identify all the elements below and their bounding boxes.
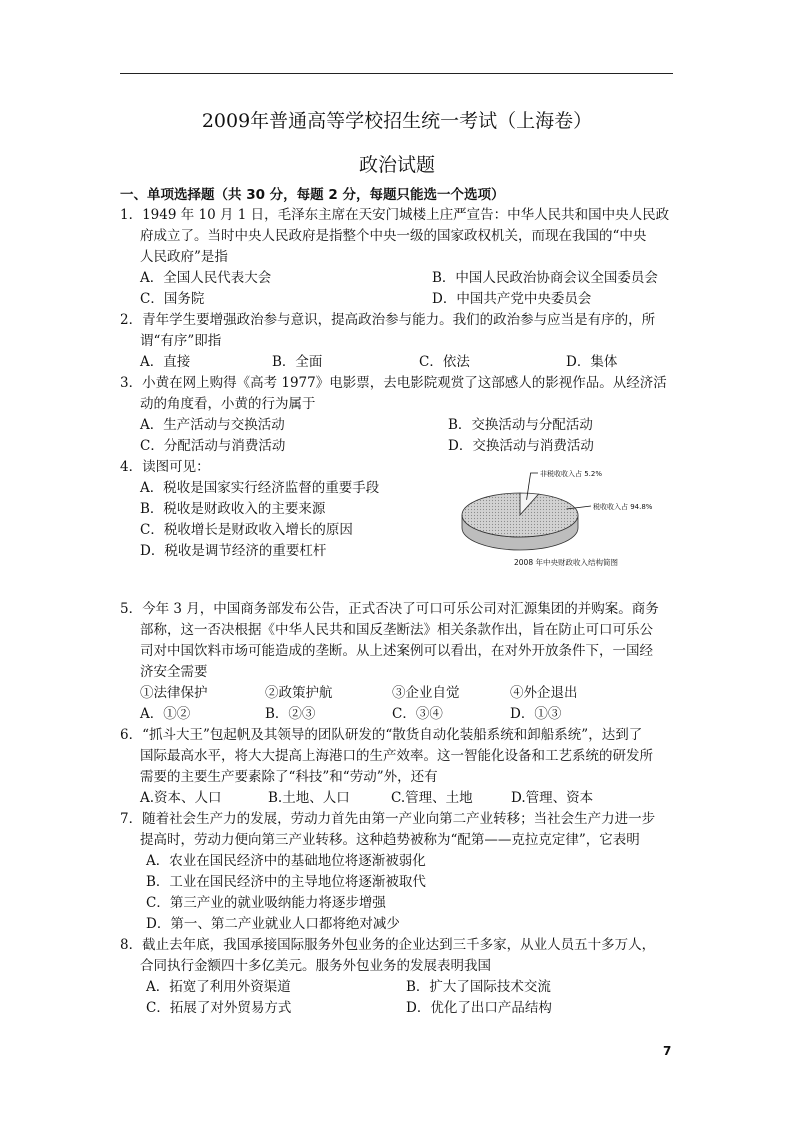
q5-line-3: 司对中国饮料市场可能造成的垄断。从上述案例可以看出，在对外开放条件下，一国经 [140,643,653,659]
q5-line-1: 5．今年 3 月，中国商务部发布公告，正式否决了可口可乐公司对汇源集团的并购案。商务 [120,601,659,617]
q2-line-2: 谓“有序”即指 [140,333,222,349]
q5-statement-3: ③企业自觉 [392,685,460,701]
q7-line-1: 7．随着社会生产力的发展，劳动力首先由第一产业向第二产业转移；当社会生产力进一步 [120,811,656,827]
pie-label-nontax: 非税收收入占 5.2% [540,470,603,478]
fiscal-revenue-pie-chart [458,463,673,573]
q3-option-c: C．分配活动与消费活动 [140,438,286,454]
q1-line-2: 府成立了。当时中央人民政府是指整个中央一级的国家政权机关，而现在我国的“中央 [140,228,647,244]
q4-line-1: 4．读图可见： [120,459,210,475]
q5-option-c: C．③④ [392,706,443,722]
exam-title: 2009年普通高等学校招生统一考试（上海卷） [201,110,593,132]
section-heading: 一、单项选择题（共 30 分，每题 2 分，每题只能选一个选项） [120,187,505,203]
q5-statement-2: ②政策护航 [265,685,333,701]
pie-slice-1 [462,493,578,537]
q7-option-d: D．第一、第二产业就业人口都将绝对减少 [146,916,400,932]
q5-statement-4: ④外企退出 [510,685,578,701]
q2-option-d: D．集体 [566,354,618,370]
q4-option-b: B．税收是财政收入的主要来源 [140,501,326,517]
q4-option-c: C．税收增长是财政收入增长的原因 [140,522,353,538]
q4-option-d: D．税收是调节经济的重要杠杆 [140,543,327,559]
pie-chart-title: 2008 年中央财政收入结构简图 [514,558,618,567]
q2-option-a: A．直接 [140,354,191,370]
pie-label-tax: 税收收入占 94.8% [593,503,653,511]
q6-option-a: A.资本、人口 [140,790,222,806]
q7-option-a: A．农业在国民经济中的基础地位将逐渐被弱化 [146,853,426,869]
q3-line-2: 动的角度看，小黄的行为属于 [140,396,316,412]
q5-line-4: 济安全需要 [140,664,208,680]
q5-option-d: D．①③ [510,706,562,722]
q1-option-b: B．中国人民政治协商会议全国委员会 [432,270,658,286]
q6-option-c: C.管理、土地 [391,790,473,806]
q2-option-b: B．全面 [272,354,323,370]
q4-option-a: A．税收是国家实行经济监督的重要手段 [140,480,380,496]
q5-line-2: 部称，这一否决根据《中华人民共和国反垄断法》相关条款作出，旨在防止可口可乐公 [140,622,653,638]
q5-statement-1: ①法律保护 [140,685,208,701]
q8-option-a: A．拓宽了利用外资渠道 [146,979,291,995]
q6-option-b: B.土地、人口 [268,790,350,806]
q8-line-2: 合同执行金额四十多亿美元。服务外包业务的发展表明我国 [140,958,491,974]
q6-option-d: D.管理、资本 [511,790,594,806]
q2-line-1: 2．青年学生要增强政治参与意识，提高政治参与能力。我们的政治参与应当是有序的，所 [120,312,656,328]
q8-option-c: C．拓展了对外贸易方式 [146,1000,292,1016]
header-rule [120,73,673,74]
q8-option-d: D．优化了出口产品结构 [406,1000,552,1016]
q3-option-a: A．生产活动与交换活动 [140,417,285,433]
q7-line-2: 提高时，劳动力便向第三产业转移。这种趋势被称为“配第——克拉克定律”，它表明 [140,832,640,848]
q3-option-b: B．交换活动与分配活动 [448,417,593,433]
q5-option-a: A．①② [140,706,191,722]
exam-subtitle: 政治试题 [358,154,435,176]
q3-option-d: D．交换活动与消费活动 [448,438,594,454]
q7-option-c: C．第三产业的就业吸纳能力将逐步增强 [146,895,386,911]
q6-line-1: 6．“抓斗大王”包起帆及其领导的团队研发的“散货自动化装船系统和卸船系统”，达到了 [120,727,643,743]
q1-option-c: C．国务院 [140,291,205,307]
q8-line-1: 8．截止去年底，我国承接国际服务外包业务的企业达到三千多家，从业人员五十多万人， [120,937,656,953]
q7-option-b: B．工业在国民经济中的主导地位将逐渐被取代 [146,874,426,890]
q5-option-b: B．②③ [265,706,316,722]
q1-line-3: 人民政府”是指 [140,249,228,265]
q1-option-a: A．全国人民代表大会 [140,270,272,286]
q2-option-c: C．依法 [419,354,470,370]
q6-line-3: 需要的主要生产要素除了“科技”和“劳动”外，还有 [140,769,438,785]
q3-line-1: 3．小黄在网上购得《高考 1977》电影票，去电影院观赏了这部感人的影视作品。从经济活 [120,375,667,391]
q1-line-1: 1．1949 年 10 月 1 日，毛泽东主席在天安门城楼上庄严宣告：中华人民共和国中央人民政 [120,207,670,223]
page-number: 7 [663,1044,672,1058]
q8-option-b: B．扩大了国际技术交流 [406,979,551,995]
q6-line-2: 国际最高水平，将大大提高上海港口的生产效率。这一智能化设备和工艺系统的研发所 [140,748,653,764]
q1-option-d: D．中国共产党中央委员会 [432,291,592,307]
